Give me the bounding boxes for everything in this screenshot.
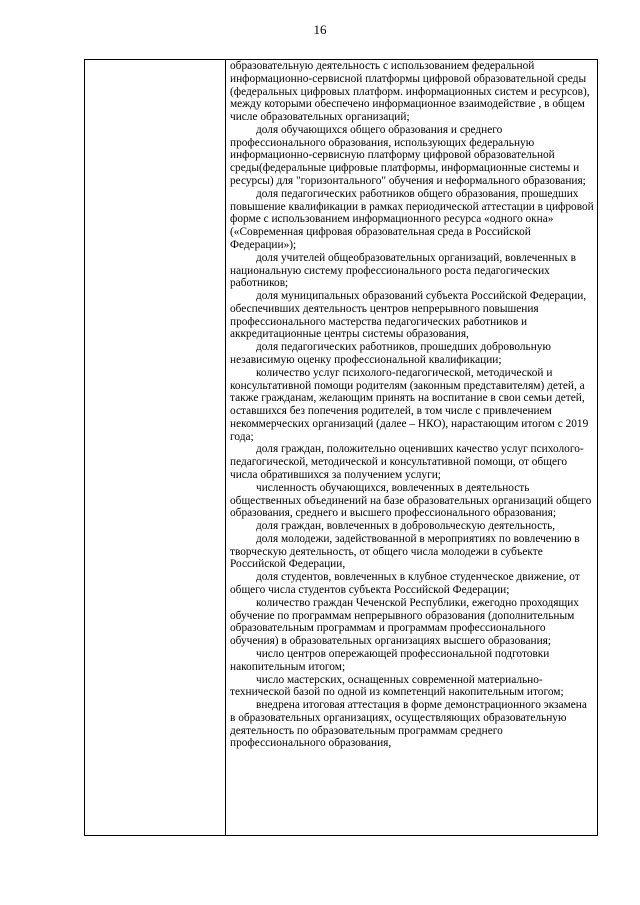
paragraph: доля муниципальных образований субъекта Российской Федерации, обеспечивших деятельность центров непрерывного повышения профессионального мастерства педагогических работников и аккредитационные центры системы образования, bbox=[230, 290, 587, 341]
paragraph: доля граждан, вовлеченных в добровольческую деятельность, bbox=[256, 520, 556, 533]
paragraph: доля студентов, вовлеченных в клубное студенческое движение, от общего числа студентов субъекта Российской Федерации; bbox=[230, 571, 580, 597]
paragraph: число мастерских, оснащенных современной материально-технической базой по одной из компетенций накопительным итогом; bbox=[230, 673, 564, 699]
paragraph: численность обучающихся, вовлеченных в деятельность общественных объединений на базе образовательных организаций общего образования, среднего и высшего профессионального образования; bbox=[230, 481, 592, 520]
paragraph: доля граждан, положительно оценивших качество услуг психолого-педагогической, методической и консультативной помощи, от общего числа обратившихся за получением услуги; bbox=[230, 443, 584, 481]
paragraph: число центров опережающей профессиональной подготовки накопительным итогом; bbox=[230, 647, 550, 673]
table-cell-right bbox=[226, 60, 598, 836]
paragraph: доля учителей общеобразовательных организаций, вовлеченных в национальную систему профессионального роста педагогических работников; bbox=[230, 251, 576, 290]
document-table bbox=[84, 59, 598, 836]
paragraph: количество граждан Чеченской Республики, ежегодно проходящих обучение по программам непрерывного образования (дополнительным образовательным программам и программам профессионального обучения) в образовательных организациях высшего образования; bbox=[230, 596, 579, 648]
cell-text bbox=[230, 60, 594, 750]
paragraph: доля педагогических работников, прошедших добровольную независимую оценку профессиональной квалификации; bbox=[230, 341, 551, 366]
paragraph: образовательную деятельность с использованием федеральной информационно-сервисной платформы цифровой образовательной среды (федеральных цифровых платформ. информационных систем и ресурсов), между которыми обеспечено информационное взаимодействие , в общем числе образовательных организаций; bbox=[230, 60, 590, 124]
paragraph: внедрена итоговая аттестация в форме демонстрационного экзамена в образовательных организациях, осуществляющих образовательную деятельность по образовательным программам среднего профессионального образования, bbox=[230, 699, 587, 750]
page-number: 16 bbox=[313, 22, 327, 37]
paragraph: количество услуг психолого-педагогической, методической и консультативной помощи родителям (законным представителям) детей, а также гражданам, желающим принять на воспитание в свои семьи детей, оставшихся без попечения родителей, в том числе с привлечением некоммерческих организаций (далее – НКО), нарастающим итогом с 2019 года; bbox=[230, 366, 589, 443]
paragraph: доля педагогических работников общего образования, прошедших повышение квалификации в рамках периодической аттестации в цифровой форме с использованием информационного ресурса «одного окна» («Современная цифровая образовательная среда в Российской Федерации»); bbox=[230, 187, 594, 251]
table-cell-left bbox=[85, 60, 226, 836]
paragraph: доля обучающихся общего образования и среднего профессионального образования, использующих федеральную информационно-сервисную платформу цифровой образовательной среды(федеральные цифровые платформы, информационные системы и ресурсы) для "горизонтального" обучения и неформального образования; bbox=[230, 123, 586, 188]
table-row bbox=[85, 60, 598, 836]
paragraph: доля молодежи, задействованной в мероприятиях по вовлечению в творческую деятельность, от общего числа молодежи в субъекте Российской Федерации, bbox=[230, 532, 580, 571]
